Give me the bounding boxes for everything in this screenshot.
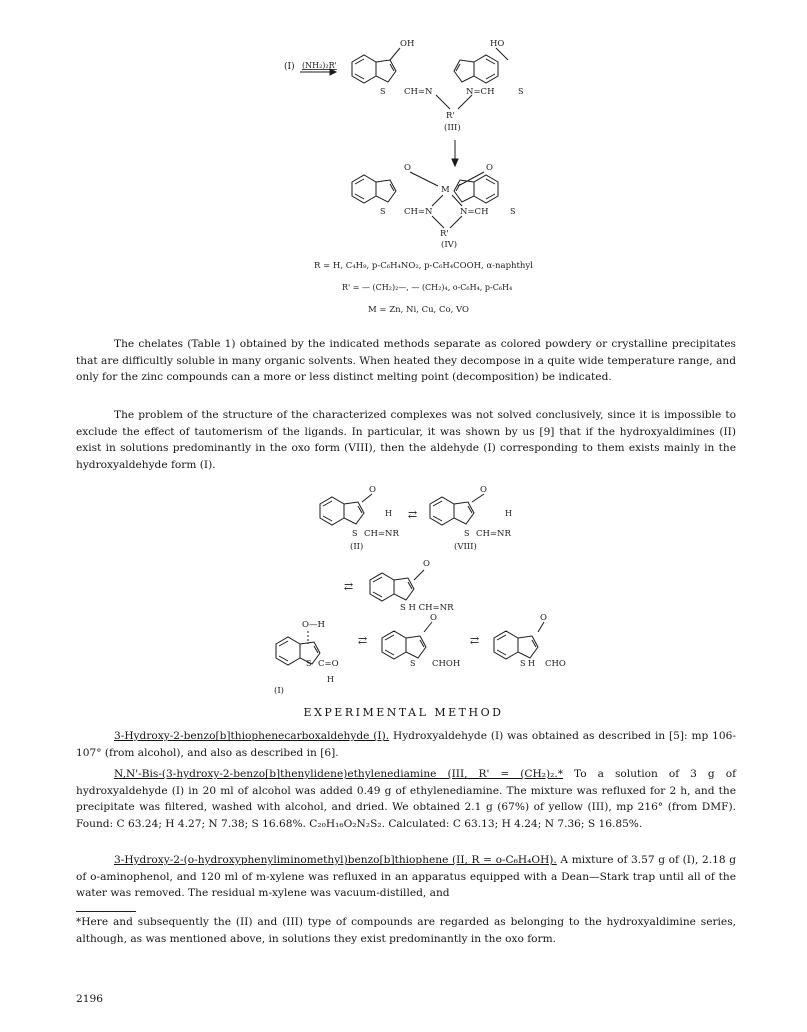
- r-prime-label: R': [446, 111, 455, 121]
- label-compound-III: (III): [444, 123, 461, 133]
- tautomer-VIII-ring: [430, 497, 474, 525]
- equilibrium-arrow-4: ⇄: [470, 634, 480, 647]
- sulfur-label-right-iv: S: [510, 207, 516, 216]
- equilibrium-arrow-3: ⇄: [358, 634, 368, 647]
- footnote-rule: [76, 911, 136, 912]
- sulfur-ii: S: [352, 529, 358, 538]
- footnote: *Here and subsequently the (II) and (III) type of compounds are regarded as belonging to the hydroxyaldimine series, although, as was mentioned above, in solutions they exist predominantly in the oxo form.: [76, 916, 736, 945]
- sulfur-label-left: S: [380, 87, 386, 96]
- compound-I-title: 3-Hydroxy-2-benzo[b]thiophenecarboxaldehyde (I).: [114, 730, 390, 742]
- ho-label: HO: [490, 39, 505, 49]
- bond-co-viii: [472, 494, 484, 502]
- compound-II-body: A mixture of 3.57 g of (I), 2.18 g of o-aminophenol, and 120 ml of m-xylene was refluxed in an apparatus equipped with a Dean—Stark trap until all of the water was removed. The residual m-xylene was vacuum-distilled, and: [76, 854, 736, 900]
- sulfur-i: S: [306, 659, 312, 668]
- r-prime-label-iv: R': [440, 229, 449, 239]
- oxygen-keto: O: [540, 613, 547, 623]
- oh-label: OH: [400, 39, 415, 49]
- label-compound-IV: (IV): [441, 240, 458, 250]
- bond-co-middle: [414, 570, 424, 580]
- paragraph-aminophenol: [76, 852, 736, 902]
- oxygen-ii: O: [369, 485, 376, 495]
- oxygen-left: O: [404, 163, 411, 173]
- compound-III-title: N,N'-Bis-(3-hydroxy-2-benzo[b]thenylidene)ethylenediamine (III, R' = (CH₂)₂.*: [114, 768, 564, 780]
- bond-co-ii: [362, 494, 372, 502]
- oxygen-right: O: [486, 163, 493, 173]
- imine-label-right: N=CH: [466, 87, 495, 97]
- oh-label-i: O—H: [302, 620, 325, 630]
- imine-label-right-iv: N=CH: [460, 207, 489, 217]
- r-prime-definition: R' = — (CH₂)₂—, — (CH₂)₄, o-C₆H₄, p-C₆H₄: [342, 283, 513, 292]
- paragraph-ethylenediamine: [76, 766, 736, 832]
- bond-co-keto: [538, 622, 544, 632]
- label-compound-II: (II): [350, 542, 364, 552]
- paragraph-chelates: The chelates (Table 1) obtained by the indicated methods separate as colored powdery or crystalline precipitates that are difficultly soluble in many organic solvents. When heated they decompose in a quite wide temperature range, and only for the zinc compounds can a more or less distinct melting point (decomposition) be indicated.: [76, 338, 736, 384]
- equilibrium-arrow-1: ⇄: [408, 508, 418, 521]
- compound-I-body: Hydroxyaldehyde (I) was obtained as described in [5]: mp 106-107° (from alcohol), and also as described in [6].: [76, 730, 736, 759]
- compound-III-body: To a solution of 3 g of hydroxyaldehyde (I) in 20 ml of alcohol was added 0.49 g of ethylenediamine. The mixture was refluxed for 2 h, and the precipitate was filtered, washed with alcohol, and dried. We obtained 2.1 g (67%) of yellow (III), mp 216° (from DMF). Found: C 63.24; H 4.27; N 7.38; S 16.68%. C₂₀H₁₆O₂N₂S₂. Calculated: C 63.13; H 4.24; N 7.36; S 16.85%.: [76, 768, 737, 830]
- aldehyde-I-ring: [276, 637, 320, 665]
- sulfur-label-left-iv: S: [380, 207, 386, 216]
- choh-label: CHOH: [432, 659, 461, 669]
- cho-label: CHO: [545, 659, 566, 669]
- hydrogen-viii: H: [505, 509, 512, 518]
- imine-ii: CH=NR: [364, 529, 399, 539]
- reagent-label: (NH₂)₂R': [302, 61, 337, 70]
- oxygen-viii: O: [480, 485, 487, 495]
- hydrogen-ii: H: [385, 509, 392, 518]
- oxygen-enol: O: [430, 613, 437, 623]
- label-compound-VIII: (VIII): [454, 542, 477, 552]
- enol-ring: [382, 631, 426, 659]
- bond-co-enol: [424, 622, 432, 632]
- imine-viii: CH=NR: [476, 529, 511, 539]
- metal-label: M: [441, 185, 450, 195]
- equilibrium-arrow-2: ⇄: [344, 580, 354, 593]
- metal-definition: M = Zn, Ni, Cu, Co, VO: [368, 305, 469, 315]
- sulfur-label-right: S: [518, 87, 524, 96]
- sulfur-enol: S: [410, 659, 416, 668]
- imine-label-left-iv: CH=N: [404, 207, 433, 217]
- paragraph-tautomerism: The problem of the structure of the characterized complexes was not solved conclusively, since it is impossible to exclude the effect of tautomerism of the ligands. In particular, it was shown by us [9] that if the hydroxyaldimines (II) exist in solutions predominantly in the oxo form (VIII), then the aldehyde (I) corresponding to them exists mainly in the hydroxyaldehyde form (I).: [76, 409, 736, 471]
- imine-label-left: CH=N: [404, 87, 433, 97]
- tautomer-middle-ring: [370, 573, 414, 601]
- r-substituent-definition: R = H, C₄H₉, p-C₆H₄NO₂, p-C₆H₄COOH, α-naphthyl: [314, 261, 533, 271]
- carbonyl-i: C=O: [318, 659, 339, 669]
- sulfur-h-keto: S H: [520, 659, 535, 668]
- compound-II-title: 3-Hydroxy-2-(o-hydroxyphenyliminomethyl)benzo[b]thiophene (II, R = o-C₆H₄OH).: [114, 854, 557, 866]
- page-number: 2196: [76, 993, 103, 1005]
- label-compound-I: (I): [284, 62, 295, 72]
- label-compound-I-bottom: (I): [274, 686, 284, 696]
- section-heading: EXPERIMENTAL METHOD: [303, 706, 504, 719]
- oxygen-middle: O: [423, 559, 430, 569]
- imine-middle: S H CH=NR: [400, 603, 454, 613]
- hydrogen-i: H: [327, 675, 334, 684]
- paragraph-hydroxyaldehyde: [76, 728, 736, 761]
- sulfur-viii: S: [464, 529, 470, 538]
- keto-ring: [494, 631, 538, 659]
- tautomer-II-ring: [320, 497, 364, 525]
